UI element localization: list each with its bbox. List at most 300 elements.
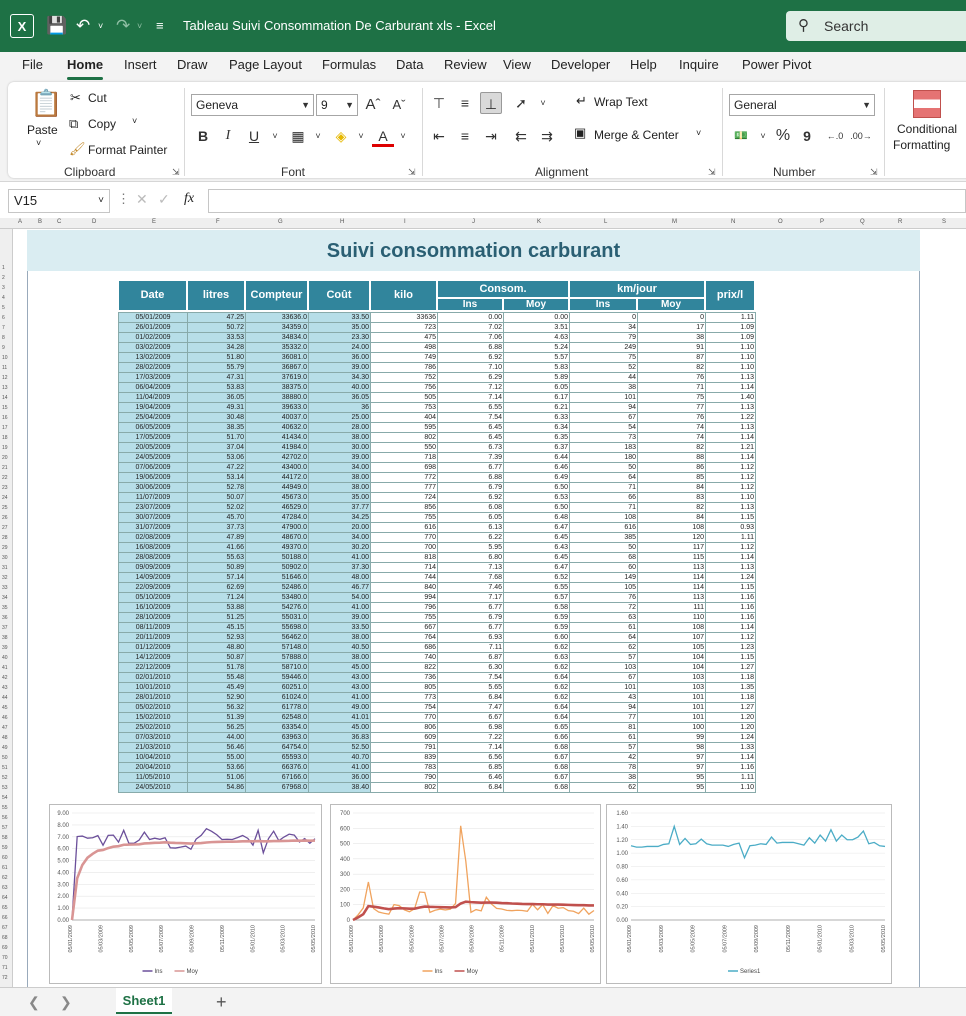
- table-cell[interactable]: 51.80: [188, 353, 246, 363]
- table-cell[interactable]: 108: [638, 623, 706, 633]
- table-cell[interactable]: 1.33: [706, 743, 756, 753]
- table-cell[interactable]: 6.21: [504, 403, 570, 413]
- table-cell[interactable]: 770: [371, 713, 438, 723]
- table-cell[interactable]: 44: [570, 373, 638, 383]
- table-cell[interactable]: 55.63: [188, 553, 246, 563]
- table-cell[interactable]: 6.77: [438, 623, 504, 633]
- accounting-dropdown-icon[interactable]: ˅: [760, 131, 766, 141]
- row-header[interactable]: 47: [2, 725, 8, 731]
- table-cell[interactable]: 71.24: [188, 593, 246, 603]
- table-cell[interactable]: 7.22: [438, 733, 504, 743]
- row-header[interactable]: 28: [2, 535, 8, 541]
- table-cell[interactable]: 6.73: [438, 443, 504, 453]
- column-header[interactable]: S: [942, 219, 947, 225]
- table-cell[interactable]: 839: [371, 753, 438, 763]
- table-cell[interactable]: 50902.0: [246, 563, 309, 573]
- row-header[interactable]: 41: [2, 665, 8, 671]
- borders-icon[interactable]: ▦: [291, 128, 305, 144]
- tab-view[interactable]: View: [503, 57, 531, 72]
- table-cell[interactable]: 63963.0: [246, 733, 309, 743]
- table-cell[interactable]: 59446.0: [246, 673, 309, 683]
- decrease-indent-icon[interactable]: ⇇: [515, 128, 527, 144]
- table-cell[interactable]: 36.00: [309, 353, 371, 363]
- table-cell[interactable]: 6.45: [438, 423, 504, 433]
- underline-dropdown-icon[interactable]: ˅: [272, 131, 278, 141]
- row-header[interactable]: 14: [2, 395, 8, 401]
- table-cell[interactable]: 7.39: [438, 453, 504, 463]
- table-cell[interactable]: 0.00: [438, 313, 504, 323]
- table-cell[interactable]: 24/05/2010: [119, 783, 188, 793]
- cut-button[interactable]: Cut: [88, 91, 107, 105]
- table-cell[interactable]: 38.00: [309, 483, 371, 493]
- tab-draw[interactable]: Draw: [177, 57, 208, 72]
- tab-power-pivot[interactable]: Power Pivot: [742, 57, 812, 72]
- table-cell[interactable]: 0.00: [504, 313, 570, 323]
- column-header[interactable]: K: [537, 219, 542, 225]
- table-cell[interactable]: 5.95: [438, 543, 504, 553]
- table-cell[interactable]: 60: [570, 563, 638, 573]
- table-cell[interactable]: 49370.0: [246, 543, 309, 553]
- table-cell[interactable]: 50.89: [188, 563, 246, 573]
- row-header[interactable]: 24: [2, 495, 8, 501]
- table-cell[interactable]: 11/04/2009: [119, 393, 188, 403]
- table-cell[interactable]: 25/04/2009: [119, 413, 188, 423]
- align-right-icon[interactable]: ⇥: [485, 128, 497, 144]
- tab-page-layout[interactable]: Page Layout: [229, 57, 303, 72]
- table-cell[interactable]: 724: [371, 493, 438, 503]
- table-cell[interactable]: 6.77: [438, 603, 504, 613]
- table-cell[interactable]: 1.11: [706, 773, 756, 783]
- table-cell[interactable]: 6.66: [504, 733, 570, 743]
- table-cell[interactable]: 64: [570, 633, 638, 643]
- table-cell[interactable]: 20/11/2009: [119, 633, 188, 643]
- table-cell[interactable]: 30/07/2009: [119, 513, 188, 523]
- table-cell[interactable]: 6.60: [504, 633, 570, 643]
- table-cell[interactable]: 41.00: [309, 553, 371, 563]
- table-cell[interactable]: 5.57: [504, 353, 570, 363]
- table-cell[interactable]: 6.45: [438, 433, 504, 443]
- table-cell[interactable]: 777: [371, 483, 438, 493]
- table-cell[interactable]: 1.13: [706, 423, 756, 433]
- table-cell[interactable]: 1.11: [706, 313, 756, 323]
- column-header[interactable]: C: [57, 219, 62, 225]
- table-cell[interactable]: 52.02: [188, 503, 246, 513]
- table-cell[interactable]: 113: [638, 593, 706, 603]
- column-header[interactable]: F: [216, 219, 220, 225]
- table-cell[interactable]: 07/03/2010: [119, 733, 188, 743]
- table-cell[interactable]: 1.14: [706, 453, 756, 463]
- table-cell[interactable]: 61: [570, 623, 638, 633]
- table-cell[interactable]: 33636.0: [246, 313, 309, 323]
- tab-developer[interactable]: Developer: [551, 57, 611, 72]
- table-cell[interactable]: 43: [570, 693, 638, 703]
- table-cell[interactable]: 76: [638, 413, 706, 423]
- table-cell[interactable]: 1.18: [706, 693, 756, 703]
- table-cell[interactable]: 1.09: [706, 333, 756, 343]
- table-cell[interactable]: 1.27: [706, 703, 756, 713]
- table-cell[interactable]: 37.77: [309, 503, 371, 513]
- orientation-dropdown-icon[interactable]: ˅: [540, 98, 546, 108]
- table-cell[interactable]: 45.49: [188, 683, 246, 693]
- table-cell[interactable]: 43.00: [309, 683, 371, 693]
- table-cell[interactable]: 783: [371, 763, 438, 773]
- table-cell[interactable]: 74: [638, 433, 706, 443]
- table-cell[interactable]: 63354.0: [246, 723, 309, 733]
- align-top-icon[interactable]: ⊤: [432, 95, 446, 111]
- table-cell[interactable]: 45.00: [309, 663, 371, 673]
- table-cell[interactable]: 56.25: [188, 723, 246, 733]
- undo-dropdown-icon[interactable]: ˅: [98, 21, 104, 31]
- fill-color-dropdown-icon[interactable]: ˅: [358, 131, 364, 141]
- table-cell[interactable]: 718: [371, 453, 438, 463]
- row-header[interactable]: 65: [2, 905, 8, 911]
- row-header[interactable]: 63: [2, 885, 8, 891]
- table-cell[interactable]: 6.98: [438, 723, 504, 733]
- column-header[interactable]: N: [731, 219, 736, 225]
- table-cell[interactable]: 1.12: [706, 483, 756, 493]
- table-cell[interactable]: 103: [570, 663, 638, 673]
- table-cell[interactable]: 95: [638, 783, 706, 793]
- table-cell[interactable]: 1.13: [706, 503, 756, 513]
- table-cell[interactable]: 5.89: [504, 373, 570, 383]
- table-cell[interactable]: 56.46: [188, 743, 246, 753]
- table-cell[interactable]: 51.39: [188, 713, 246, 723]
- table-cell[interactable]: 36.05: [309, 393, 371, 403]
- table-cell[interactable]: 49.00: [309, 703, 371, 713]
- table-cell[interactable]: 38375.0: [246, 383, 309, 393]
- table-cell[interactable]: 6.55: [504, 583, 570, 593]
- table-cell[interactable]: 15/02/2010: [119, 713, 188, 723]
- increase-font-icon[interactable]: Aˆ: [365, 96, 381, 113]
- save-icon[interactable]: 💾: [46, 16, 68, 35]
- table-cell[interactable]: 7.13: [438, 563, 504, 573]
- table-cell[interactable]: 91: [638, 343, 706, 353]
- table-cell[interactable]: 75: [570, 353, 638, 363]
- table-cell[interactable]: 82: [638, 503, 706, 513]
- table-cell[interactable]: 4.63: [504, 333, 570, 343]
- table-cell[interactable]: 802: [371, 783, 438, 793]
- font-name-select[interactable]: [191, 94, 314, 116]
- table-cell[interactable]: 790: [371, 773, 438, 783]
- table-cell[interactable]: 47.22: [188, 463, 246, 473]
- table-cell[interactable]: 1.09: [706, 323, 756, 333]
- table-cell[interactable]: 85: [638, 473, 706, 483]
- table-cell[interactable]: 6.50: [504, 483, 570, 493]
- row-header[interactable]: 2: [2, 275, 5, 281]
- row-header[interactable]: 7: [2, 325, 5, 331]
- table-cell[interactable]: 55.00: [188, 753, 246, 763]
- table-cell[interactable]: 74: [638, 423, 706, 433]
- row-header[interactable]: 17: [2, 425, 8, 431]
- align-left-icon[interactable]: ⇤: [433, 128, 445, 144]
- table-cell[interactable]: 7.46: [438, 583, 504, 593]
- table-cell[interactable]: 41.01: [309, 713, 371, 723]
- table-cell[interactable]: 01/12/2009: [119, 643, 188, 653]
- table-cell[interactable]: 53.88: [188, 603, 246, 613]
- table-cell[interactable]: 66376.0: [246, 763, 309, 773]
- row-header[interactable]: 36: [2, 615, 8, 621]
- table-cell[interactable]: 7.68: [438, 573, 504, 583]
- table-cell[interactable]: 6.44: [504, 453, 570, 463]
- row-header[interactable]: 21: [2, 465, 8, 471]
- table-cell[interactable]: 1.16: [706, 603, 756, 613]
- table-cell[interactable]: 50.72: [188, 323, 246, 333]
- table-cell[interactable]: 88: [638, 453, 706, 463]
- table-cell[interactable]: 616: [371, 523, 438, 533]
- table-cell[interactable]: 6.47: [504, 563, 570, 573]
- table-cell[interactable]: 52.90: [188, 693, 246, 703]
- table-cell[interactable]: 16/10/2009: [119, 603, 188, 613]
- table-cell[interactable]: 53.06: [188, 453, 246, 463]
- tab-file[interactable]: File: [22, 57, 43, 72]
- table-cell[interactable]: 52.50: [309, 743, 371, 753]
- column-header[interactable]: M: [672, 219, 677, 225]
- row-header[interactable]: 3: [2, 285, 5, 291]
- table-cell[interactable]: 44172.0: [246, 473, 309, 483]
- table-cell[interactable]: 13/02/2009: [119, 353, 188, 363]
- table-cell[interactable]: 6.13: [438, 523, 504, 533]
- comma-style-button[interactable]: 9: [803, 128, 811, 144]
- more-options-icon[interactable]: ⋮: [117, 191, 130, 206]
- table-cell[interactable]: 822: [371, 663, 438, 673]
- table-cell[interactable]: 31/07/2009: [119, 523, 188, 533]
- table-cell[interactable]: 05/10/2009: [119, 593, 188, 603]
- table-cell[interactable]: 498: [371, 343, 438, 353]
- row-header[interactable]: 30: [2, 555, 8, 561]
- table-cell[interactable]: 24/05/2009: [119, 453, 188, 463]
- table-cell[interactable]: 6.08: [438, 503, 504, 513]
- table-cell[interactable]: 1.14: [706, 553, 756, 563]
- table-cell[interactable]: 108: [570, 513, 638, 523]
- table-cell[interactable]: 40.70: [309, 753, 371, 763]
- table-cell[interactable]: 97: [638, 763, 706, 773]
- table-cell[interactable]: 6.77: [438, 463, 504, 473]
- table-cell[interactable]: 6.88: [438, 343, 504, 353]
- table-cell[interactable]: 1.22: [706, 413, 756, 423]
- table-cell[interactable]: 6.57: [504, 593, 570, 603]
- table-cell[interactable]: 1.10: [706, 493, 756, 503]
- increase-indent-icon[interactable]: ⇉: [541, 128, 553, 144]
- paste-button[interactable]: Paste: [27, 123, 58, 137]
- table-cell[interactable]: 7.54: [438, 413, 504, 423]
- table-cell[interactable]: 25/02/2010: [119, 723, 188, 733]
- table-cell[interactable]: 1.10: [706, 343, 756, 353]
- table-cell[interactable]: 108: [638, 523, 706, 533]
- table-cell[interactable]: 103: [638, 673, 706, 683]
- table-cell[interactable]: 22/12/2009: [119, 663, 188, 673]
- table-cell[interactable]: 840: [371, 583, 438, 593]
- copy-dropdown-icon[interactable]: ˅: [132, 116, 138, 126]
- table-cell[interactable]: 82: [638, 363, 706, 373]
- table-cell[interactable]: 1.16: [706, 613, 756, 623]
- row-header[interactable]: 57: [2, 825, 8, 831]
- table-cell[interactable]: 38: [570, 773, 638, 783]
- table-cell[interactable]: 101: [570, 683, 638, 693]
- table-cell[interactable]: 806: [371, 723, 438, 733]
- table-cell[interactable]: 6.05: [438, 513, 504, 523]
- table-cell[interactable]: 26/01/2009: [119, 323, 188, 333]
- row-header[interactable]: 72: [2, 975, 8, 981]
- table-cell[interactable]: 101: [638, 713, 706, 723]
- table-cell[interactable]: 7.54: [438, 673, 504, 683]
- table-cell[interactable]: 6.79: [438, 613, 504, 623]
- table-cell[interactable]: 41.66: [188, 543, 246, 553]
- merge-center-button[interactable]: Merge & Center: [594, 128, 679, 142]
- table-cell[interactable]: 24.00: [309, 343, 371, 353]
- insert-function-button[interactable]: fx: [184, 191, 195, 206]
- table-cell[interactable]: 38.00: [309, 473, 371, 483]
- table-cell[interactable]: 50188.0: [246, 553, 309, 563]
- row-header[interactable]: 19: [2, 445, 8, 451]
- table-cell[interactable]: 5.65: [438, 683, 504, 693]
- table-cell[interactable]: 52486.0: [246, 583, 309, 593]
- table-cell[interactable]: 61: [570, 733, 638, 743]
- table-cell[interactable]: 53.83: [188, 383, 246, 393]
- table-cell[interactable]: 39.00: [309, 363, 371, 373]
- font-launcher-icon[interactable]: ⇲: [408, 167, 416, 177]
- row-header[interactable]: 38: [2, 635, 8, 641]
- row-header[interactable]: 49: [2, 745, 8, 751]
- table-cell[interactable]: 39633.0: [246, 403, 309, 413]
- table-cell[interactable]: 111: [638, 603, 706, 613]
- table-cell[interactable]: 23/07/2009: [119, 503, 188, 513]
- table-cell[interactable]: 34.00: [309, 463, 371, 473]
- table-cell[interactable]: 753: [371, 403, 438, 413]
- table-cell[interactable]: 6.53: [504, 493, 570, 503]
- table-cell[interactable]: 1.20: [706, 723, 756, 733]
- table-cell[interactable]: 34.28: [188, 343, 246, 353]
- number-format-select[interactable]: [729, 94, 875, 116]
- table-cell[interactable]: 616: [570, 523, 638, 533]
- table-cell[interactable]: 23.30: [309, 333, 371, 343]
- table-cell[interactable]: 48670.0: [246, 533, 309, 543]
- table-cell[interactable]: 14/12/2009: [119, 653, 188, 663]
- table-cell[interactable]: 28/08/2009: [119, 553, 188, 563]
- table-cell[interactable]: 55031.0: [246, 613, 309, 623]
- table-cell[interactable]: 66: [570, 493, 638, 503]
- table-cell[interactable]: 791: [371, 743, 438, 753]
- table-cell[interactable]: 38: [570, 383, 638, 393]
- table-cell[interactable]: 42702.0: [246, 453, 309, 463]
- table-cell[interactable]: 53.14: [188, 473, 246, 483]
- table-cell[interactable]: 994: [371, 593, 438, 603]
- table-cell[interactable]: 1.35: [706, 683, 756, 693]
- table-cell[interactable]: 06/05/2009: [119, 423, 188, 433]
- table-cell[interactable]: 6.17: [504, 393, 570, 403]
- table-cell[interactable]: 385: [570, 533, 638, 543]
- table-cell[interactable]: 86: [638, 463, 706, 473]
- table-cell[interactable]: 6.65: [504, 723, 570, 733]
- column-header[interactable]: P: [820, 219, 825, 225]
- row-header[interactable]: 37: [2, 625, 8, 631]
- table-cell[interactable]: 120: [638, 533, 706, 543]
- table-cell[interactable]: 6.59: [504, 613, 570, 623]
- table-cell[interactable]: 6.84: [438, 693, 504, 703]
- row-header[interactable]: 22: [2, 475, 8, 481]
- table-cell[interactable]: 38: [638, 333, 706, 343]
- table-cell[interactable]: 101: [638, 693, 706, 703]
- table-cell[interactable]: 5.83: [504, 363, 570, 373]
- table-cell[interactable]: 62: [570, 643, 638, 653]
- table-cell[interactable]: 76: [638, 373, 706, 383]
- table-cell[interactable]: 64754.0: [246, 743, 309, 753]
- table-cell[interactable]: 41434.0: [246, 433, 309, 443]
- table-cell[interactable]: 6.67: [438, 713, 504, 723]
- row-header[interactable]: 62: [2, 875, 8, 881]
- sheet-grid[interactable]: [13, 229, 966, 987]
- table-cell[interactable]: 99: [638, 733, 706, 743]
- table-cell[interactable]: 36.83: [309, 733, 371, 743]
- table-cell[interactable]: 6.48: [504, 513, 570, 523]
- table-cell[interactable]: 183: [570, 443, 638, 453]
- table-cell[interactable]: 11/05/2010: [119, 773, 188, 783]
- row-header[interactable]: 66: [2, 915, 8, 921]
- table-cell[interactable]: 40037.0: [246, 413, 309, 423]
- table-cell[interactable]: 50.87: [188, 653, 246, 663]
- row-header[interactable]: 64: [2, 895, 8, 901]
- table-cell[interactable]: 117: [638, 543, 706, 553]
- table-cell[interactable]: 21/03/2010: [119, 743, 188, 753]
- table-cell[interactable]: 115: [638, 553, 706, 563]
- table-cell[interactable]: 7.47: [438, 703, 504, 713]
- table-cell[interactable]: 50: [570, 463, 638, 473]
- row-header[interactable]: 1: [2, 265, 5, 271]
- table-cell[interactable]: 7.17: [438, 593, 504, 603]
- table-cell[interactable]: 10/04/2010: [119, 753, 188, 763]
- table-cell[interactable]: 36081.0: [246, 353, 309, 363]
- table-cell[interactable]: 1.14: [706, 623, 756, 633]
- row-header[interactable]: 27: [2, 525, 8, 531]
- row-header[interactable]: 33: [2, 585, 8, 591]
- table-cell[interactable]: 28/02/2009: [119, 363, 188, 373]
- table-cell[interactable]: 38.00: [309, 433, 371, 443]
- table-cell[interactable]: 30.48: [188, 413, 246, 423]
- table-cell[interactable]: 51.70: [188, 433, 246, 443]
- table-cell[interactable]: 475: [371, 333, 438, 343]
- table-cell[interactable]: 05/02/2010: [119, 703, 188, 713]
- table-cell[interactable]: 667: [371, 623, 438, 633]
- column-header[interactable]: J: [472, 219, 475, 225]
- table-cell[interactable]: 77: [638, 403, 706, 413]
- table-cell[interactable]: 39.00: [309, 453, 371, 463]
- table-cell[interactable]: 1.16: [706, 763, 756, 773]
- table-cell[interactable]: 35.00: [309, 493, 371, 503]
- table-cell[interactable]: 28.00: [309, 423, 371, 433]
- table-cell[interactable]: 36.05: [188, 393, 246, 403]
- row-header[interactable]: 23: [2, 485, 8, 491]
- table-cell[interactable]: 107: [638, 633, 706, 643]
- font-size-select[interactable]: [316, 94, 358, 116]
- table-cell[interactable]: 19/06/2009: [119, 473, 188, 483]
- table-cell[interactable]: 36.00: [309, 773, 371, 783]
- table-cell[interactable]: 101: [638, 703, 706, 713]
- table-cell[interactable]: 62: [570, 783, 638, 793]
- table-cell[interactable]: 101: [570, 393, 638, 403]
- table-cell[interactable]: 30/06/2009: [119, 483, 188, 493]
- sheet-tab-sheet1[interactable]: Sheet1: [116, 988, 172, 1014]
- table-cell[interactable]: 51646.0: [246, 573, 309, 583]
- table-cell[interactable]: 38.00: [309, 653, 371, 663]
- table-cell[interactable]: 6.92: [438, 493, 504, 503]
- table-cell[interactable]: 773: [371, 693, 438, 703]
- table-cell[interactable]: 01/02/2009: [119, 333, 188, 343]
- row-header[interactable]: 58: [2, 835, 8, 841]
- table-cell[interactable]: 6.30: [438, 663, 504, 673]
- search-box[interactable]: [786, 11, 966, 41]
- row-header[interactable]: 29: [2, 545, 8, 551]
- table-cell[interactable]: 1.24: [706, 573, 756, 583]
- table-cell[interactable]: 3.51: [504, 323, 570, 333]
